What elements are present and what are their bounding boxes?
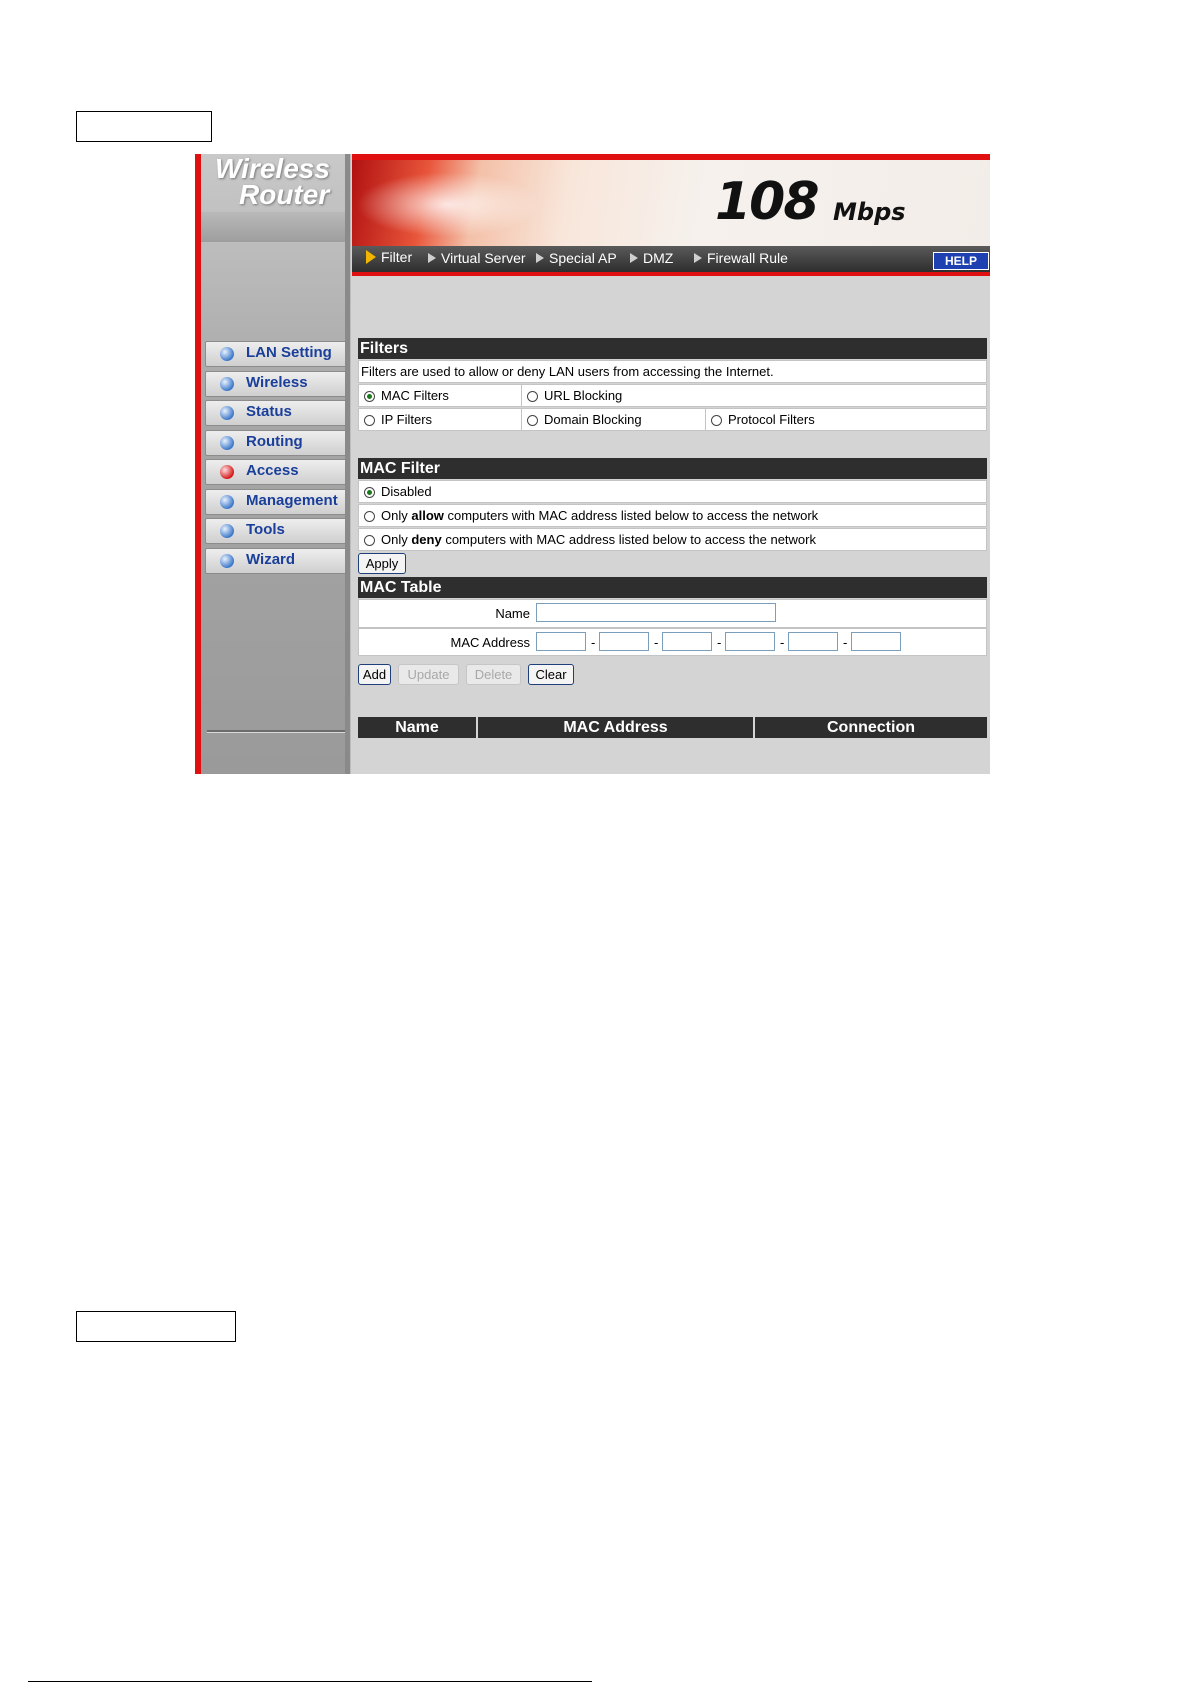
clear-button[interactable]: Clear [528, 664, 574, 685]
deny-label-pre: Only [381, 532, 408, 547]
play-arrow-icon [428, 253, 436, 263]
allow-label-bold: allow [411, 508, 444, 523]
url-blocking-radio[interactable] [527, 391, 538, 402]
mac-filter-deny-row[interactable] [358, 528, 987, 551]
tab-firewall-rule[interactable] [694, 250, 788, 266]
sidebar-item-access[interactable] [205, 459, 347, 485]
sidebar [201, 154, 351, 774]
update-button[interactable]: Update [398, 664, 459, 685]
play-arrow-icon [694, 253, 702, 263]
ip-filters-radio[interactable] [364, 415, 375, 426]
ip-filters-option[interactable] [359, 409, 522, 430]
bullet-icon [220, 347, 234, 361]
tab-virtual-server[interactable] [428, 250, 526, 266]
bullet-icon [220, 406, 234, 420]
mac-separator: - [780, 635, 785, 650]
sidebar-item-label: Status [246, 403, 292, 420]
bullet-icon [220, 377, 234, 391]
tab-filter[interactable] [366, 249, 412, 265]
mac-separator: - [591, 635, 596, 650]
deny-label-post: computers with MAC address listed below to access the network [445, 532, 816, 547]
top-nav [352, 246, 990, 272]
mac-filter-header: MAC Filter [358, 458, 987, 479]
filters-option-row-1 [358, 384, 987, 407]
footer-rule [28, 1681, 592, 1682]
name-label: Name [495, 606, 530, 621]
allow-radio[interactable] [364, 511, 375, 522]
ip-filters-label: IP Filters [381, 412, 433, 427]
deny-label-bold: deny [411, 532, 442, 547]
domain-blocking-label: Domain Blocking [544, 412, 642, 427]
main-content [357, 276, 990, 774]
router-admin-screenshot [195, 154, 990, 774]
tab-label: DMZ [643, 250, 674, 266]
add-button[interactable]: Add [358, 664, 391, 685]
sidebar-item-wizard[interactable] [205, 548, 347, 574]
mac-filters-radio[interactable] [364, 391, 375, 402]
mac-filters-option[interactable] [359, 385, 522, 406]
mac-octet-4-input[interactable] [725, 632, 775, 651]
mac-octet-1-input[interactable] [536, 632, 586, 651]
mac-separator: - [843, 635, 848, 650]
bullet-icon [220, 495, 234, 509]
banner-top-stripe [352, 154, 990, 160]
filters-option-row-2 [358, 408, 987, 431]
mac-octet-6-input[interactable] [851, 632, 901, 651]
mac-filter-allow-row[interactable] [358, 504, 987, 527]
disabled-radio[interactable] [364, 487, 375, 498]
filters-description-row [358, 360, 987, 383]
column-header-connection: Connection [755, 717, 987, 738]
allow-label-post: computers with MAC address listed below to access the network [447, 508, 819, 523]
disabled-label: Disabled [381, 484, 432, 499]
bullet-icon [220, 554, 234, 568]
mac-filters-label: MAC Filters [381, 388, 449, 403]
filters-header: Filters [358, 338, 987, 359]
mac-octet-5-input[interactable] [788, 632, 838, 651]
url-blocking-label: URL Blocking [544, 388, 623, 403]
sidebar-item-label: Access [246, 462, 299, 479]
sidebar-item-lan-setting[interactable] [205, 341, 347, 367]
document-label-box-bottom [76, 1311, 236, 1342]
url-blocking-option[interactable] [522, 385, 986, 406]
sidebar-item-management[interactable] [205, 489, 347, 515]
mac-address-label: MAC Address [450, 635, 530, 650]
mac-octet-2-input[interactable] [599, 632, 649, 651]
sidebar-item-label: Routing [246, 432, 303, 450]
mac-octet-3-input[interactable] [662, 632, 712, 651]
active-bullet-icon [220, 465, 234, 479]
protocol-filters-label: Protocol Filters [728, 412, 815, 427]
sidebar-item-status[interactable] [205, 400, 347, 426]
delete-button[interactable]: Delete [466, 664, 521, 685]
sidebar-edge [345, 154, 351, 774]
protocol-filters-radio[interactable] [711, 415, 722, 426]
domain-blocking-option[interactable] [522, 409, 706, 430]
sidebar-item-label: Tools [246, 521, 285, 538]
tab-special-ap[interactable] [536, 250, 617, 266]
sidebar-nav [205, 341, 347, 577]
document-label-box-top [76, 111, 212, 142]
mac-table-header: MAC Table [358, 577, 987, 598]
play-arrow-icon [366, 250, 376, 264]
apply-button[interactable]: Apply [358, 553, 406, 574]
column-header-mac-address: MAC Address [478, 717, 755, 738]
tab-dmz[interactable] [630, 250, 673, 266]
bullet-icon [220, 524, 234, 538]
tab-label: Virtual Server [441, 250, 526, 266]
sidebar-item-label: Wireless [246, 373, 308, 391]
speed-logo: 108 [715, 172, 818, 232]
mac-filter-disabled-row[interactable] [358, 480, 987, 503]
tab-label: Special AP [549, 250, 617, 266]
tab-label: Filter [381, 249, 413, 265]
sidebar-divider-line [207, 730, 345, 733]
domain-blocking-radio[interactable] [527, 415, 538, 426]
play-arrow-icon [536, 253, 544, 263]
sidebar-item-label: Management [246, 491, 338, 509]
wireless-router-logo [209, 156, 351, 216]
bullet-icon [220, 436, 234, 450]
logo-line2: Router [239, 179, 330, 210]
column-header-name: Name [358, 717, 478, 738]
allow-label-pre: Only [381, 508, 408, 523]
sidebar-item-wireless[interactable] [205, 371, 347, 397]
logo-shadow-band [201, 212, 351, 242]
protocol-filters-option[interactable] [706, 409, 986, 430]
name-input[interactable] [536, 603, 776, 622]
sidebar-item-tools[interactable] [205, 518, 347, 544]
sidebar-item-label: Wizard [246, 550, 296, 568]
mac-address-row [358, 628, 987, 656]
speed-unit: Mbps [833, 198, 906, 226]
sidebar-item-label: LAN Setting [246, 344, 332, 361]
deny-radio[interactable] [364, 535, 375, 546]
filters-description: Filters are used to allow or deny LAN users from accessing the Internet. [361, 364, 774, 379]
sidebar-item-routing[interactable] [205, 430, 347, 456]
logo-line1: Wireless [215, 154, 330, 184]
help-button[interactable]: HELP [933, 252, 989, 270]
mac-separator: - [654, 635, 659, 650]
mac-separator: - [717, 635, 722, 650]
play-arrow-icon [630, 253, 638, 263]
tab-label: Firewall Rule [707, 250, 788, 266]
name-row [358, 599, 987, 628]
banner-graphic [352, 154, 592, 246]
